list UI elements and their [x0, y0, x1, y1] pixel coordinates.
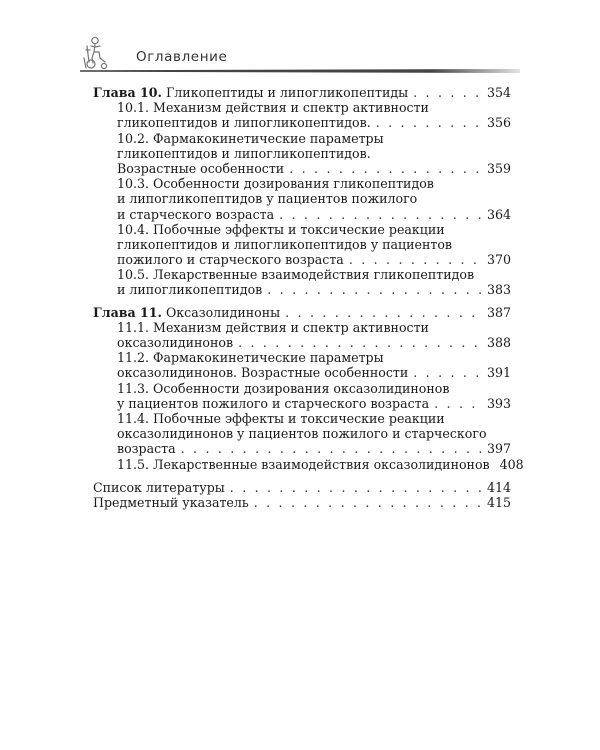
dot-leader [230, 480, 482, 495]
toc-line [93, 237, 511, 252]
toc-line [93, 115, 511, 130]
toc-line [93, 411, 511, 426]
toc-line [93, 365, 511, 380]
page-number: 387 [486, 304, 511, 320]
dot-leader [413, 365, 482, 380]
toc-line [93, 350, 511, 365]
toc-line [93, 207, 511, 222]
toc-entry-title: 11.5. Лекарственные взаимодействия оксазолидинонов [117, 456, 490, 472]
toc-text: 11.2. Фармакокинетические параметры [117, 350, 384, 366]
dot-leader [434, 396, 482, 411]
dot-leader [267, 282, 482, 297]
toc-line [93, 320, 511, 335]
dot-leader [413, 85, 482, 100]
toc-text: 10.4. Побочные эффекты и токсические реакции [117, 221, 445, 237]
toc-line [93, 176, 511, 191]
toc-line [93, 335, 511, 350]
page-number: 393 [486, 395, 511, 411]
toc-entry-title: оксазолидинонов [117, 335, 234, 350]
toc-entry-title: и старческого возраста [117, 206, 275, 222]
toc-entry-title: пожилого и старческого возраста [117, 252, 344, 268]
toc-entry-title: Предметный указатель [93, 494, 249, 510]
page-number: 388 [486, 335, 511, 350]
elderly-patient-icon [80, 36, 110, 70]
toc-line [93, 495, 511, 510]
toc-line [93, 381, 511, 396]
chapter-label: Глава 10. [93, 85, 162, 100]
toc-text: 10.1. Механизм действия и спектр активности [117, 100, 429, 116]
toc-line [93, 191, 511, 206]
page-number: 364 [486, 206, 511, 222]
dot-leader [349, 252, 482, 267]
toc-line [93, 267, 511, 282]
toc-text: гликопептидов и липогликопептидов. [117, 145, 371, 161]
page-number: 408 [499, 456, 524, 472]
page-number: 354 [486, 85, 511, 100]
toc-text: 10.5. Лекарственные взаимодействия гликопептидов [117, 267, 475, 283]
page-number: 370 [486, 252, 511, 268]
toc-text: оксазолидинонов у пациентов пожилого и старческого [117, 426, 487, 442]
toc-entry-title: Список литературы [93, 479, 225, 495]
toc-line [93, 252, 511, 267]
toc-text: 11.1. Механизм действия и спектр активности [117, 319, 429, 335]
page-title: Оглавление [136, 49, 228, 65]
toc-line [93, 222, 511, 237]
toc-entry-title: оксазолидинонов. Возрастные особенности [117, 365, 409, 381]
toc-line [93, 161, 511, 176]
page-header [80, 36, 520, 78]
page-number: 415 [486, 494, 511, 510]
toc-line [93, 456, 524, 472]
toc-line [93, 131, 511, 146]
toc-text: 11.4. Побочные эффекты и токсические реакции [117, 410, 445, 426]
page-number: 391 [486, 365, 511, 381]
toc-line [93, 282, 511, 297]
dot-leader [254, 495, 482, 510]
toc-entry-title: возраста [117, 441, 176, 457]
page-number: 414 [486, 479, 511, 495]
toc-text: 10.2. Фармакокинетические параметры [117, 130, 384, 146]
toc-entry-title: у пациентов пожилого и старческого возраста [117, 395, 430, 411]
chapter-title: Оксазолидиноны [165, 304, 281, 320]
toc-line [93, 441, 511, 456]
toc-line [93, 305, 511, 320]
toc-line [93, 85, 511, 100]
toc-entry-title: гликопептидов и липогликопептидов. [117, 115, 371, 131]
chapter-title: Гликопептиды и липогликопептиды [165, 85, 409, 100]
toc-entry-title: Возрастные особенности [117, 160, 285, 176]
dot-leader [285, 305, 482, 320]
dot-leader [181, 441, 482, 456]
dot-leader [376, 115, 482, 130]
toc-chapter-title [93, 305, 280, 320]
page-number: 356 [486, 115, 511, 131]
toc-line [93, 146, 511, 161]
toc-line [93, 426, 511, 441]
toc-text: гликопептидов и липогликопептидов у пациентов [117, 236, 453, 252]
chapter-label: Глава 11. [93, 304, 162, 320]
dot-leader [289, 161, 482, 176]
page-number: 359 [486, 160, 511, 176]
toc-text: 10.3. Особенности дозирования гликопептидов [117, 176, 434, 192]
table-of-contents [93, 85, 524, 510]
toc-text: и липогликопептидов у пациентов пожилого [117, 191, 418, 207]
toc-text: 11.3. Особенности дозирования оксазолидинонов [117, 380, 450, 396]
toc-chapter-title [93, 85, 408, 100]
toc-line [93, 480, 511, 495]
page-number: 383 [486, 282, 511, 298]
toc-entry-title: и липогликопептидов [117, 282, 263, 298]
header-rule [80, 69, 520, 75]
toc-line [93, 396, 511, 411]
toc-line [93, 100, 511, 115]
page-number: 397 [486, 441, 511, 457]
dot-leader [279, 207, 482, 222]
dot-leader [238, 335, 482, 350]
